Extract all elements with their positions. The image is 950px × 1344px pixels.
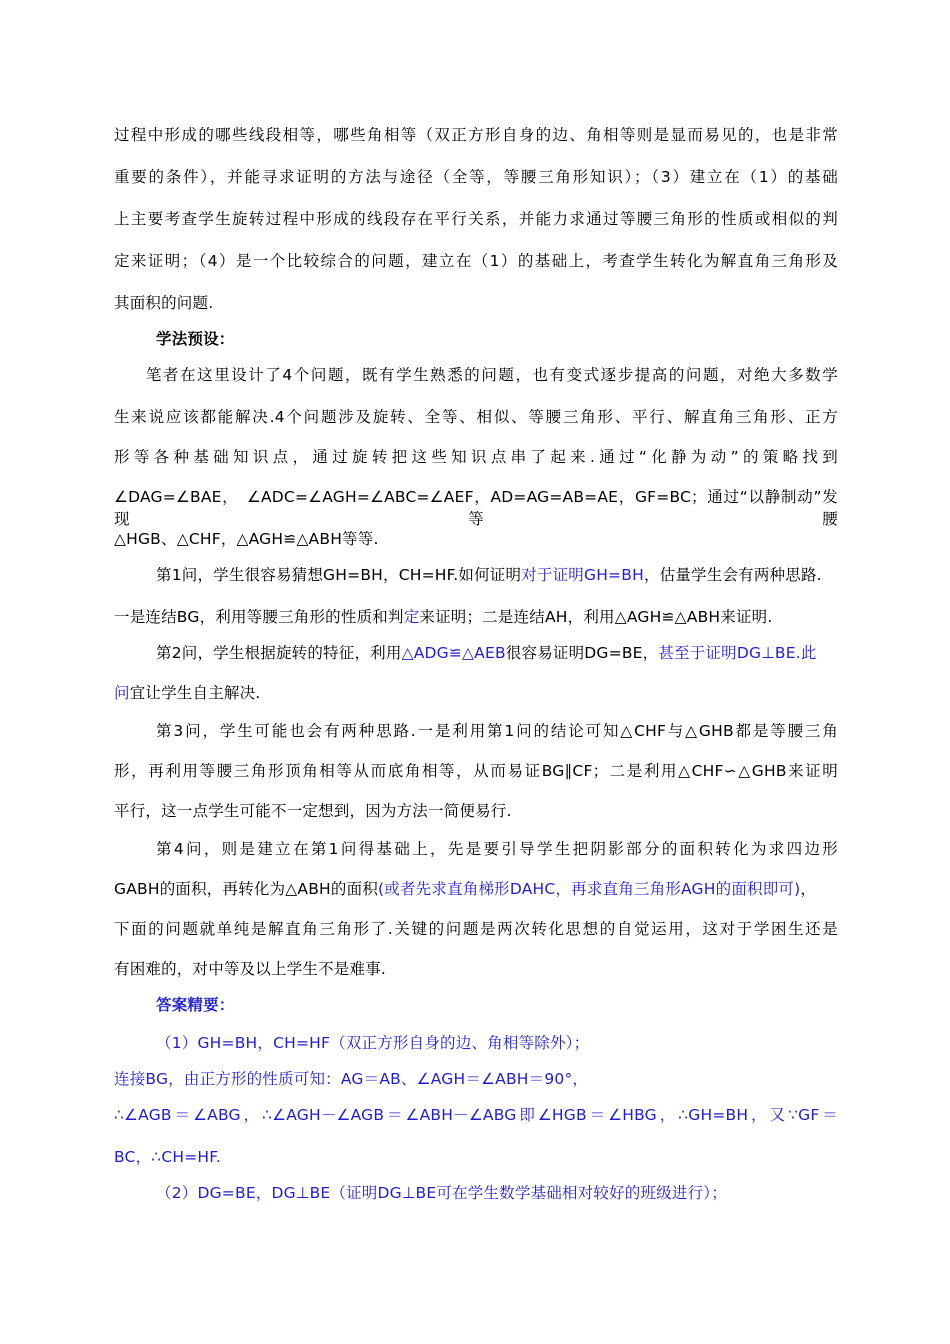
answer-line-5: （2）DG=BE，DG⊥BE（证明DG⊥BE可在学生数学基础相对较好的班级进行）； <box>156 1184 727 1202</box>
q2-line-1-text-mid: 很容易证明DG=BE， <box>505 644 659 662</box>
q1-line-1-blue: 对于证明GH=BH <box>521 566 644 584</box>
q2-line-2-blue: 问 <box>114 684 130 702</box>
q4-line-2-text-end: ， <box>800 880 817 898</box>
intro-line-4: 定来证明；（4）是一个比较综合的问题，建立在（1）的基础上，考查学生转化为解直角三角形及 <box>114 252 838 270</box>
q3-line-1: 第3问，学生可能也会有两种思路.一是利用第1问的结论可知△CHF与△GHB都是等腰三角 <box>156 722 838 740</box>
q4-line-2-blue: (或者先求直角梯形DAHC，再求直角三角形AGH的面积即可) <box>378 880 801 898</box>
method-line-3: 形等各种基础知识点，通过旋转把这些知识点串了起来.通过“化静为动”的策略找到 <box>114 448 838 466</box>
q1-line-1 <box>156 564 822 586</box>
method-line-5: △HGB、△CHF，△AGH≌△ABH等等. <box>114 530 379 548</box>
heading-answer: 答案精要： <box>156 996 235 1014</box>
method-line-4: ∠DAG=∠BAE， ∠ADC=∠AGH=∠ABC=∠AEF，AD=AG=AB=AE，GF=BC；通过“以静制动”发现等腰 <box>114 488 838 528</box>
q1-line-2-text-end: 来证明；二是连结AH，利用△AGH≌△ABH来证明. <box>419 608 773 626</box>
q3-line-2: 形，再利用等腰三角形顶角相等从而底角相等，从而易证BG∥CF；二是利用△CHF∽△GHB来证明 <box>114 762 838 780</box>
q1-line-1-text-end: ，估量学生会有两种思路. <box>643 566 822 584</box>
intro-line-2: 重要的条件），并能寻求证明的方法与途径（全等，等腰三角形知识）；（3）建立在（1）的基础 <box>114 168 838 186</box>
method-line-2: 生来说应该都能解决.4个问题涉及旋转、全等、相似、等腰三角形、平行、解直角三角形、正方 <box>114 408 838 426</box>
q4-line-2 <box>114 878 816 900</box>
intro-line-3: 上主要考查学生旋转过程中形成的线段存在平行关系，并能力求通过等腰三角形的性质或相似的判 <box>114 210 838 228</box>
intro-line-1: 过程中形成的哪些线段相等，哪些角相等（双正方形自身的边、角相等则是显而易见的，也是非常 <box>114 126 838 144</box>
q2-line-1-blue-end: 甚至于证明DG⊥BE.此 <box>658 644 817 662</box>
heading-method: 学法预设： <box>156 330 235 348</box>
q2-line-2-text: 宜让学生自主解决. <box>129 684 261 702</box>
q4-line-4: 有困难的，对中等及以上学生不是难事. <box>114 960 387 978</box>
answer-line-3: ∴∠AGB＝∠ABG，∴∠AGH－∠AGB＝∠ABH－∠ABG即∠HGB＝∠HBG，∴GH=BH，又∵GF＝ <box>114 1106 838 1124</box>
q1-line-1-text: 第1问，学生很容易猜想GH=BH，CH=HF.如何证明 <box>156 566 522 584</box>
answer-line-1: （1）GH=BH，CH=HF（双正方形自身的边、角相等除外）； <box>156 1034 590 1052</box>
q4-line-2-text: GABH的面积，再转化为△ABH的面积 <box>114 880 379 898</box>
method-line-1: 笔者在这里设计了4个问题，既有学生熟悉的问题，也有变式逐步提高的问题，对绝大多数学 <box>146 366 838 384</box>
q2-line-1-blue: △ADG≌△AEB <box>401 644 506 662</box>
intro-line-5: 其面积的问题. <box>114 294 214 312</box>
q2-line-1-text: 第2问，学生根据旋转的特征，利用 <box>156 644 402 662</box>
q1-line-2-blue: 定 <box>403 608 420 626</box>
answer-line-4: BC，∴CH=HF. <box>114 1148 222 1166</box>
answer-line-2: 连接BG，由正方形的性质可知：AG＝AB、∠AGH＝∠ABH＝90°， <box>114 1070 589 1088</box>
q1-line-2-text: 一是连结BG，利用等腰三角形的性质和判 <box>114 608 404 626</box>
q4-line-3: 下面的问题就单纯是解直角三角形了.关键的问题是两次转化思想的自觉运用，这对于学困生还是 <box>114 920 838 938</box>
q3-line-3: 平行，这一点学生可能不一定想到，因为方法一简便易行. <box>114 802 512 820</box>
q2-line-1 <box>156 642 817 664</box>
q1-line-2 <box>114 606 773 628</box>
q2-line-2 <box>114 682 260 704</box>
q4-line-1: 第4问，则是建立在第1问得基础上，先是要引导学生把阴影部分的面积转化为求四边形 <box>156 840 838 858</box>
